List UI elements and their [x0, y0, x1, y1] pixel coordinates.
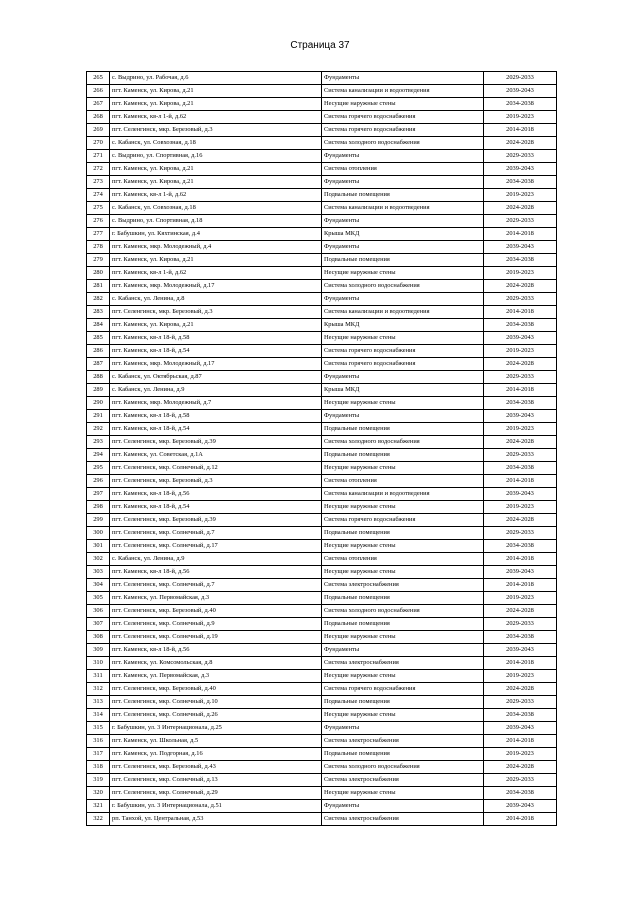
row-number: 276 — [87, 215, 110, 228]
address-cell: с. Выдрино, ул. Рабочая, д.6 — [110, 72, 322, 85]
address-cell: с. Кабанск, ул. Совхозная, д.18 — [110, 202, 322, 215]
work-type-cell: Система холодного водоснабжения — [322, 436, 484, 449]
table-body — [87, 72, 557, 826]
period-cell: 2019-2023 — [484, 189, 557, 202]
address-cell: пгт. Каменск, кв-л 1-й, д.62 — [110, 267, 322, 280]
address-cell: пгт. Каменск, мкр. Молодежный, д.7 — [110, 397, 322, 410]
row-number: 319 — [87, 774, 110, 787]
table-row — [87, 696, 557, 709]
address-cell: пгт. Селенгинск, мкр. Солнечный, д.17 — [110, 540, 322, 553]
row-number: 272 — [87, 163, 110, 176]
period-cell: 2014-2018 — [484, 553, 557, 566]
row-number: 282 — [87, 293, 110, 306]
period-cell: 2034-2038 — [484, 787, 557, 800]
address-cell: пгт. Селенгинск, мкр. Березовый, д.39 — [110, 436, 322, 449]
address-cell: пгт. Селенгинск, мкр. Березовый, д.40 — [110, 683, 322, 696]
address-cell: пгт. Каменск, ул. Школьная, д.5 — [110, 735, 322, 748]
address-cell: пгт. Каменск, мкр. Молодежный, д.17 — [110, 280, 322, 293]
period-cell: 2034-2038 — [484, 631, 557, 644]
table-row — [87, 345, 557, 358]
row-number: 286 — [87, 345, 110, 358]
table-row — [87, 813, 557, 826]
table-row — [87, 800, 557, 813]
period-cell: 2039-2043 — [484, 488, 557, 501]
address-cell: пгт. Каменск, ул. Кирова, д.21 — [110, 163, 322, 176]
table-row — [87, 306, 557, 319]
address-cell: пгт. Селенгинск, мкр. Березовый, д.3 — [110, 124, 322, 137]
address-cell: пгт. Селенгинск, мкр. Березовый, д.40 — [110, 605, 322, 618]
row-number: 265 — [87, 72, 110, 85]
repair-schedule-table — [86, 71, 557, 826]
work-type-cell: Фундаменты — [322, 800, 484, 813]
row-number: 284 — [87, 319, 110, 332]
row-number: 309 — [87, 644, 110, 657]
table-row — [87, 124, 557, 137]
address-cell: пгт. Селенгинск, мкр. Березовый, д.43 — [110, 761, 322, 774]
address-cell: пгт. Селенгинск, мкр. Солнечный, д.29 — [110, 787, 322, 800]
work-type-cell: Система канализации и водоотведения — [322, 306, 484, 319]
work-type-cell: Несущие наружные стены — [322, 709, 484, 722]
address-cell: с. Кабанск, ул. Совхозная, д.18 — [110, 137, 322, 150]
table-row — [87, 514, 557, 527]
period-cell: 2039-2043 — [484, 163, 557, 176]
period-cell: 2039-2043 — [484, 85, 557, 98]
address-cell: пгт. Каменск, ул. Первомайская, д.3 — [110, 592, 322, 605]
row-number: 301 — [87, 540, 110, 553]
work-type-cell: Система отопления — [322, 553, 484, 566]
work-type-cell: Система холодного водоснабжения — [322, 280, 484, 293]
table-row — [87, 98, 557, 111]
row-number: 289 — [87, 384, 110, 397]
work-type-cell: Фундаменты — [322, 150, 484, 163]
address-cell: с. Кабанск, ул. Октябрьская, д.87 — [110, 371, 322, 384]
work-type-cell: Крыша МКД — [322, 384, 484, 397]
period-cell: 2029-2033 — [484, 696, 557, 709]
work-type-cell: Подвальные помещения — [322, 254, 484, 267]
period-cell: 2024-2028 — [484, 137, 557, 150]
period-cell: 2034-2038 — [484, 319, 557, 332]
table-row — [87, 787, 557, 800]
period-cell: 2029-2033 — [484, 293, 557, 306]
row-number: 313 — [87, 696, 110, 709]
period-cell: 2024-2028 — [484, 605, 557, 618]
work-type-cell: Система горячего водоснабжения — [322, 111, 484, 124]
row-number: 287 — [87, 358, 110, 371]
table-row — [87, 436, 557, 449]
address-cell: г. Бабушкин, ул. 3 Интернационала, д.51 — [110, 800, 322, 813]
row-number: 293 — [87, 436, 110, 449]
period-cell: 2029-2033 — [484, 527, 557, 540]
table-row — [87, 644, 557, 657]
period-cell: 2029-2033 — [484, 72, 557, 85]
table-row — [87, 215, 557, 228]
row-number: 317 — [87, 748, 110, 761]
table-row — [87, 332, 557, 345]
period-cell: 2019-2023 — [484, 501, 557, 514]
address-cell: г. Бабушкин, ул. Кяхтинская, д.4 — [110, 228, 322, 241]
work-type-cell: Фундаменты — [322, 644, 484, 657]
address-cell: пгт. Селенгинск, мкр. Солнечный, д.10 — [110, 696, 322, 709]
period-cell: 2039-2043 — [484, 332, 557, 345]
row-number: 307 — [87, 618, 110, 631]
address-cell: пгт. Каменск, кв-л 18-й, д.56 — [110, 566, 322, 579]
work-type-cell: Несущие наружные стены — [322, 267, 484, 280]
table-row — [87, 423, 557, 436]
period-cell: 2014-2018 — [484, 813, 557, 826]
work-type-cell: Система горячего водоснабжения — [322, 683, 484, 696]
row-number: 279 — [87, 254, 110, 267]
work-type-cell: Фундаменты — [322, 215, 484, 228]
row-number: 306 — [87, 605, 110, 618]
work-type-cell: Система горячего водоснабжения — [322, 345, 484, 358]
page-title: Страница 37 — [290, 40, 350, 51]
work-type-cell: Несущие наружные стены — [322, 501, 484, 514]
work-type-cell: Система канализации и водоотведения — [322, 488, 484, 501]
period-cell: 2029-2033 — [484, 215, 557, 228]
row-number: 277 — [87, 228, 110, 241]
table-row — [87, 449, 557, 462]
work-type-cell: Подвальные помещения — [322, 592, 484, 605]
period-cell: 2024-2028 — [484, 761, 557, 774]
work-type-cell: Подвальные помещения — [322, 527, 484, 540]
row-number: 308 — [87, 631, 110, 644]
period-cell: 2019-2023 — [484, 423, 557, 436]
period-cell: 2034-2038 — [484, 397, 557, 410]
work-type-cell: Система горячего водоснабжения — [322, 358, 484, 371]
work-type-cell: Система электроснабжения — [322, 774, 484, 787]
table-row — [87, 683, 557, 696]
work-type-cell: Несущие наружные стены — [322, 397, 484, 410]
table-row — [87, 657, 557, 670]
address-cell: пгт. Каменск, ул. Кирова, д.21 — [110, 85, 322, 98]
work-type-cell: Несущие наружные стены — [322, 787, 484, 800]
row-number: 292 — [87, 423, 110, 436]
address-cell: пгт. Каменск, ул. Подгорная, д.16 — [110, 748, 322, 761]
table-row — [87, 85, 557, 98]
address-cell: пгт. Каменск, кв-л 1-й, д.62 — [110, 189, 322, 202]
table-row — [87, 267, 557, 280]
period-cell: 2014-2018 — [484, 657, 557, 670]
period-cell: 2039-2043 — [484, 241, 557, 254]
row-number: 298 — [87, 501, 110, 514]
work-type-cell: Система холодного водоснабжения — [322, 605, 484, 618]
address-cell: пгт. Каменск, кв-л 18-й, д.56 — [110, 644, 322, 657]
period-cell: 2014-2018 — [484, 475, 557, 488]
address-cell: пгт. Каменск, кв-л 18-й, д.58 — [110, 332, 322, 345]
row-number: 275 — [87, 202, 110, 215]
row-number: 283 — [87, 306, 110, 319]
work-type-cell: Несущие наружные стены — [322, 462, 484, 475]
work-type-cell: Система электроснабжения — [322, 657, 484, 670]
period-cell: 2019-2023 — [484, 345, 557, 358]
address-cell: пгт. Каменск, ул. Советская, д.1А — [110, 449, 322, 462]
work-type-cell: Подвальные помещения — [322, 189, 484, 202]
address-cell: пгт. Каменск, кв-л 18-й, д.54 — [110, 345, 322, 358]
address-cell: пгт. Селенгинск, мкр. Солнечный, д.7 — [110, 527, 322, 540]
period-cell: 2014-2018 — [484, 384, 557, 397]
row-number: 299 — [87, 514, 110, 527]
address-cell: пгт. Каменск, ул. Кирова, д.21 — [110, 98, 322, 111]
period-cell: 2029-2033 — [484, 774, 557, 787]
work-type-cell: Несущие наружные стены — [322, 670, 484, 683]
period-cell: 2039-2043 — [484, 566, 557, 579]
table-row — [87, 709, 557, 722]
table-row — [87, 592, 557, 605]
work-type-cell: Фундаменты — [322, 371, 484, 384]
table-row — [87, 566, 557, 579]
work-type-cell: Система холодного водоснабжения — [322, 761, 484, 774]
row-number: 273 — [87, 176, 110, 189]
period-cell: 2029-2033 — [484, 371, 557, 384]
period-cell: 2019-2023 — [484, 670, 557, 683]
work-type-cell: Система холодного водоснабжения — [322, 137, 484, 150]
table-row — [87, 670, 557, 683]
table-row — [87, 631, 557, 644]
work-type-cell: Фундаменты — [322, 241, 484, 254]
address-cell: рп. Танхой, ул. Центральная, д.53 — [110, 813, 322, 826]
row-number: 315 — [87, 722, 110, 735]
address-cell: пгт. Селенгинск, мкр. Солнечный, д.19 — [110, 631, 322, 644]
period-cell: 2014-2018 — [484, 124, 557, 137]
address-cell: пгт. Каменск, кв-л 1-й, д.62 — [110, 111, 322, 124]
table-row — [87, 163, 557, 176]
period-cell: 2039-2043 — [484, 800, 557, 813]
work-type-cell: Система отопления — [322, 163, 484, 176]
work-type-cell: Несущие наружные стены — [322, 98, 484, 111]
row-number: 310 — [87, 657, 110, 670]
work-type-cell: Фундаменты — [322, 410, 484, 423]
work-type-cell: Система электроснабжения — [322, 735, 484, 748]
work-type-cell: Подвальные помещения — [322, 748, 484, 761]
address-cell: пгт. Каменск, мкр. Молодежный, д.17 — [110, 358, 322, 371]
period-cell: 2024-2028 — [484, 358, 557, 371]
row-number: 267 — [87, 98, 110, 111]
period-cell: 2014-2018 — [484, 735, 557, 748]
work-type-cell: Система горячего водоснабжения — [322, 514, 484, 527]
address-cell: пгт. Селенгинск, мкр. Солнечный, д.7 — [110, 579, 322, 592]
row-number: 296 — [87, 475, 110, 488]
row-number: 280 — [87, 267, 110, 280]
table-row — [87, 605, 557, 618]
table-row — [87, 475, 557, 488]
row-number: 302 — [87, 553, 110, 566]
table-row — [87, 241, 557, 254]
row-number: 288 — [87, 371, 110, 384]
row-number: 268 — [87, 111, 110, 124]
period-cell: 2034-2038 — [484, 709, 557, 722]
period-cell: 2014-2018 — [484, 306, 557, 319]
work-type-cell: Несущие наружные стены — [322, 566, 484, 579]
address-cell: пгт. Каменск, кв-л 18-й, д.56 — [110, 488, 322, 501]
work-type-cell: Несущие наружные стены — [322, 631, 484, 644]
period-cell: 2034-2038 — [484, 176, 557, 189]
row-number: 300 — [87, 527, 110, 540]
period-cell: 2034-2038 — [484, 462, 557, 475]
period-cell: 2034-2038 — [484, 540, 557, 553]
table-row — [87, 280, 557, 293]
row-number: 312 — [87, 683, 110, 696]
row-number: 314 — [87, 709, 110, 722]
table-row — [87, 254, 557, 267]
work-type-cell: Фундаменты — [322, 293, 484, 306]
table-row — [87, 527, 557, 540]
work-type-cell: Крыша МКД — [322, 228, 484, 241]
address-cell: пгт. Селенгинск, мкр. Солнечный, д.12 — [110, 462, 322, 475]
row-number: 271 — [87, 150, 110, 163]
period-cell: 2029-2033 — [484, 618, 557, 631]
address-cell: пгт. Каменск, ул. Первомайская, д.3 — [110, 670, 322, 683]
period-cell: 2014-2018 — [484, 579, 557, 592]
table-row — [87, 618, 557, 631]
work-type-cell: Система отопления — [322, 475, 484, 488]
table-row — [87, 410, 557, 423]
address-cell: с. Кабанск, ул. Ленина, д.9 — [110, 553, 322, 566]
table-row — [87, 540, 557, 553]
work-type-cell: Подвальные помещения — [322, 696, 484, 709]
row-number: 320 — [87, 787, 110, 800]
table-row — [87, 358, 557, 371]
period-cell: 2014-2018 — [484, 228, 557, 241]
period-cell: 2019-2023 — [484, 111, 557, 124]
address-cell: пгт. Каменск, ул. Комсомольская, д.8 — [110, 657, 322, 670]
row-number: 297 — [87, 488, 110, 501]
address-cell: с. Кабанск, ул. Ленина, д.8 — [110, 293, 322, 306]
address-cell: пгт. Селенгинск, мкр. Солнечный, д.26 — [110, 709, 322, 722]
address-cell: пгт. Каменск, кв-л 18-й, д.54 — [110, 423, 322, 436]
period-cell: 2029-2033 — [484, 150, 557, 163]
address-cell: пгт. Каменск, кв-л 18-й, д.58 — [110, 410, 322, 423]
work-type-cell: Фундаменты — [322, 72, 484, 85]
work-type-cell: Система канализации и водоотведения — [322, 85, 484, 98]
table-row — [87, 553, 557, 566]
address-cell: пгт. Селенгинск, мкр. Березовый, д.3 — [110, 306, 322, 319]
row-number: 274 — [87, 189, 110, 202]
row-number: 290 — [87, 397, 110, 410]
address-cell: пгт. Селенгинск, мкр. Березовый, д.3 — [110, 475, 322, 488]
row-number: 294 — [87, 449, 110, 462]
row-number: 304 — [87, 579, 110, 592]
table-row — [87, 462, 557, 475]
row-number: 269 — [87, 124, 110, 137]
row-number: 278 — [87, 241, 110, 254]
row-number: 285 — [87, 332, 110, 345]
row-number: 322 — [87, 813, 110, 826]
table-row — [87, 371, 557, 384]
period-cell: 2039-2043 — [484, 410, 557, 423]
table-row — [87, 761, 557, 774]
address-cell: пгт. Каменск, кв-л 18-й, д.54 — [110, 501, 322, 514]
table-row — [87, 137, 557, 150]
row-number: 305 — [87, 592, 110, 605]
table-row — [87, 748, 557, 761]
work-type-cell: Система электроснабжения — [322, 579, 484, 592]
work-type-cell: Система канализации и водоотведения — [322, 202, 484, 215]
table-row — [87, 735, 557, 748]
period-cell: 2034-2038 — [484, 98, 557, 111]
address-cell: с. Выдрино, ул. Спортивная, д.16 — [110, 150, 322, 163]
period-cell: 2024-2028 — [484, 683, 557, 696]
work-type-cell: Система электроснабжения — [322, 813, 484, 826]
address-cell: пгт. Селенгинск, мкр. Березовый, д.39 — [110, 514, 322, 527]
period-cell: 2019-2023 — [484, 748, 557, 761]
table-row — [87, 202, 557, 215]
table-row — [87, 501, 557, 514]
period-cell: 2019-2023 — [484, 592, 557, 605]
period-cell: 2024-2028 — [484, 280, 557, 293]
table-row — [87, 722, 557, 735]
address-cell: пгт. Селенгинск, мкр. Солнечный, д.13 — [110, 774, 322, 787]
period-cell: 2019-2023 — [484, 267, 557, 280]
table-row — [87, 176, 557, 189]
address-cell: пгт. Каменск, ул. Кирова, д.21 — [110, 319, 322, 332]
period-cell: 2024-2028 — [484, 514, 557, 527]
work-type-cell: Крыша МКД — [322, 319, 484, 332]
work-type-cell: Подвальные помещения — [322, 423, 484, 436]
period-cell: 2024-2028 — [484, 436, 557, 449]
row-number: 270 — [87, 137, 110, 150]
row-number: 281 — [87, 280, 110, 293]
table-row — [87, 774, 557, 787]
row-number: 266 — [87, 85, 110, 98]
table-row — [87, 397, 557, 410]
work-type-cell: Подвальные помещения — [322, 449, 484, 462]
period-cell: 2034-2038 — [484, 254, 557, 267]
work-type-cell: Подвальные помещения — [322, 618, 484, 631]
period-cell: 2029-2033 — [484, 449, 557, 462]
work-type-cell: Система горячего водоснабжения — [322, 124, 484, 137]
address-cell: г. Бабушкин, ул. 3 Интернационала, д.25 — [110, 722, 322, 735]
work-type-cell: Несущие наружные стены — [322, 332, 484, 345]
row-number: 291 — [87, 410, 110, 423]
period-cell: 2024-2028 — [484, 202, 557, 215]
row-number: 311 — [87, 670, 110, 683]
row-number: 295 — [87, 462, 110, 475]
address-cell: пгт. Каменск, ул. Кирова, д.21 — [110, 176, 322, 189]
address-cell: пгт. Каменск, мкр. Молодежный, д.4 — [110, 241, 322, 254]
work-type-cell: Фундаменты — [322, 176, 484, 189]
table-row — [87, 488, 557, 501]
table-row — [87, 72, 557, 85]
table-row — [87, 111, 557, 124]
row-number: 316 — [87, 735, 110, 748]
address-cell: пгт. Каменск, ул. Кирова, д.21 — [110, 254, 322, 267]
table-row — [87, 189, 557, 202]
table-row — [87, 319, 557, 332]
address-cell: пгт. Селенгинск, мкр. Солнечный, д.9 — [110, 618, 322, 631]
table-row — [87, 293, 557, 306]
address-cell: с. Кабанск, ул. Ленина, д.9 — [110, 384, 322, 397]
period-cell: 2039-2043 — [484, 722, 557, 735]
work-type-cell: Фундаменты — [322, 722, 484, 735]
period-cell: 2039-2043 — [484, 644, 557, 657]
table-row — [87, 384, 557, 397]
table-row — [87, 228, 557, 241]
work-type-cell: Несущие наружные стены — [322, 540, 484, 553]
address-cell: с. Выдрино, ул. Спортивная, д.18 — [110, 215, 322, 228]
table-row — [87, 579, 557, 592]
row-number: 303 — [87, 566, 110, 579]
row-number: 321 — [87, 800, 110, 813]
table-row — [87, 150, 557, 163]
row-number: 318 — [87, 761, 110, 774]
